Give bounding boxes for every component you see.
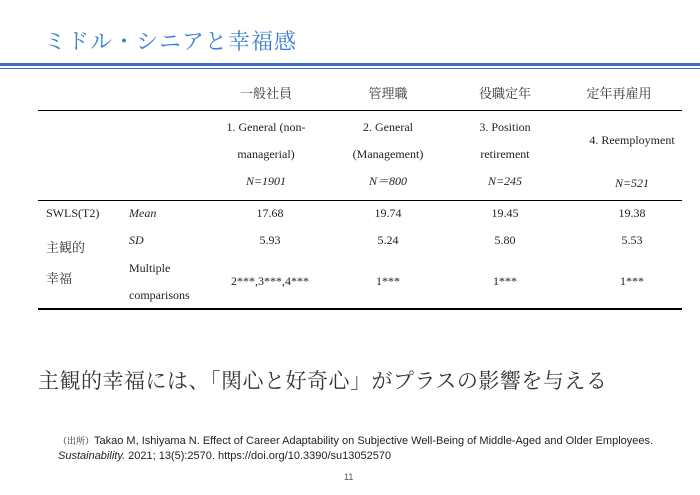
results-table xyxy=(38,76,682,312)
group-header-position-retirement: 役職定年 xyxy=(478,87,532,102)
mean-management: 19.74 xyxy=(374,206,402,220)
group-subheader-reemployment: 4. Reemployment xyxy=(589,133,675,147)
source-tail: 2021; 13(5):2570. https://doi.org/10.3390/su13052570 xyxy=(125,450,392,462)
comparisons-management: 1*** xyxy=(376,274,400,288)
construct-label-line1: 主観的 xyxy=(46,241,86,256)
stat-label-sd: SD xyxy=(129,233,144,247)
table-rule-header xyxy=(38,200,682,201)
stat-label-multiple: Multiple xyxy=(129,261,171,275)
group-n: N=1901 xyxy=(245,174,287,188)
source-citation xyxy=(58,434,658,464)
group-subheader-line2: managerial) xyxy=(237,147,295,161)
source-text: Takao M, Ishiyama N. Effect of Career Adaptability on Subjective Well-Being of Middle-Aged and Older Employees. xyxy=(94,435,654,447)
group-subheader-line1: 2. General xyxy=(363,120,413,134)
scale-label: SWLS(T2) xyxy=(46,206,100,220)
group-subheader-general xyxy=(227,114,306,195)
mean-general: 17.68 xyxy=(256,206,284,220)
construct-label-line2: 幸福 xyxy=(46,272,73,287)
group-subheader-line1: 1. General (non- xyxy=(226,120,306,134)
group-n-reemployment: N=521 xyxy=(614,176,650,190)
group-subheader-management xyxy=(353,114,424,195)
sd-general: 5.93 xyxy=(259,233,281,247)
group-subheader-line2: retirement xyxy=(480,147,530,161)
group-header-reemployment: 定年再雇用 xyxy=(586,87,652,102)
sd-reemployment: 5.53 xyxy=(621,233,643,247)
table-rule-top xyxy=(38,110,682,111)
key-message: 主観的幸福には、「関心と好奇心」がプラスの影響を与える xyxy=(38,369,608,393)
group-n: N=245 xyxy=(487,174,523,188)
group-header-management: 管理職 xyxy=(368,87,408,102)
mean-reemployment: 19.38 xyxy=(618,206,646,220)
title-rule xyxy=(0,63,700,66)
stat-label-mean: Mean xyxy=(129,206,157,220)
title-rule-thin xyxy=(0,68,700,69)
group-n: N＝800 xyxy=(368,174,408,188)
group-subheader-line1: 3. Position xyxy=(479,120,531,134)
stat-label-comparisons: comparisons xyxy=(129,288,190,302)
comparisons-general: 2***,3***,4*** xyxy=(231,274,309,288)
group-subheader-position-retirement xyxy=(479,114,530,195)
slide-title: ミドル・シニアと幸福感 xyxy=(44,30,298,55)
page-number: 11 xyxy=(344,472,354,482)
comparisons-position-retirement: 1*** xyxy=(493,274,517,288)
group-subheader-line2: (Management) xyxy=(352,147,424,161)
mean-position-retirement: 19.45 xyxy=(491,206,519,220)
comparisons-reemployment: 1*** xyxy=(620,274,644,288)
source-prefix: （出所） xyxy=(58,436,95,446)
group-header-general: 一般社員 xyxy=(239,87,293,102)
source-journal: Sustainability. xyxy=(58,450,126,462)
sd-management: 5.24 xyxy=(377,233,399,247)
sd-position-retirement: 5.80 xyxy=(494,233,516,247)
table-rule-bottom xyxy=(38,308,682,310)
